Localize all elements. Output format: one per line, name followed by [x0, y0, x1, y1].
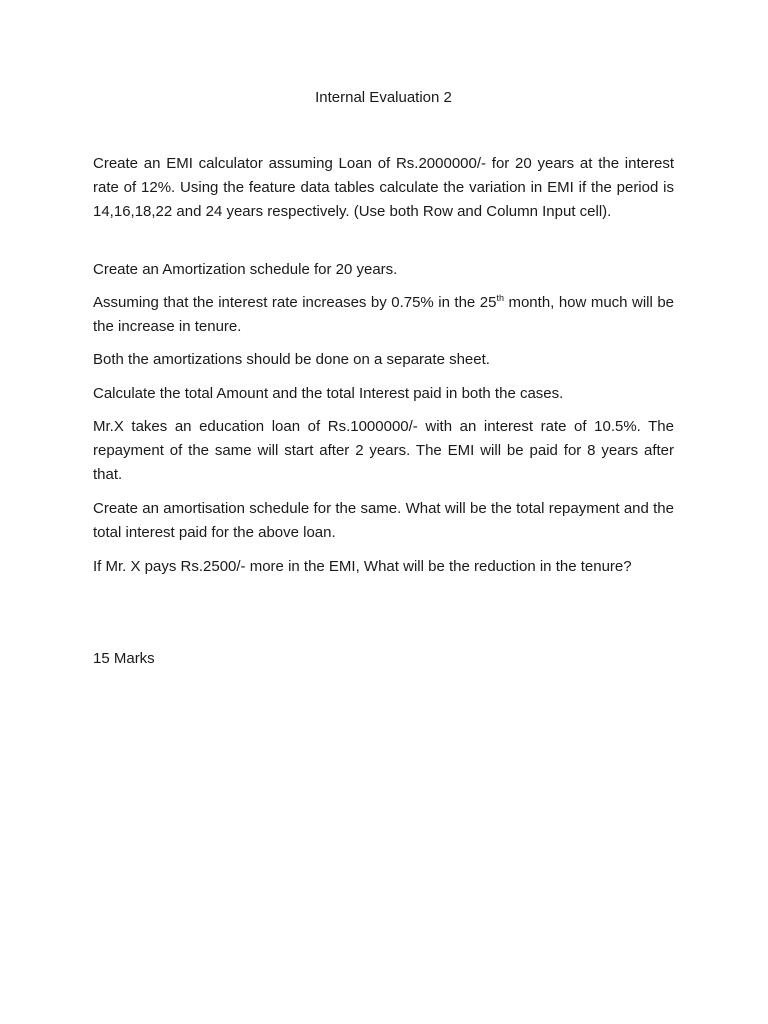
paragraph-education-loan: Mr.X takes an education loan of Rs.1000000/- with an interest rate of 10.5%. The repayment of the same will start after 2 years. The EMI will be paid for 8 years after that. [93, 418, 674, 483]
document-title: Internal Evaluation 2 [315, 89, 452, 106]
paragraph-interest-increase-end: month, how much will be the increase in tenure. [93, 294, 675, 335]
paragraph-amortisation-total: Create an amortisation schedule for the same. What will be the total repayment and the total interest paid for the above loan. [93, 500, 674, 541]
paragraph-emi-calculator: Create an EMI calculator assuming Loan of Rs.2000000/- for 20 years at the interest rate of 12%. Using the feature data tables calculate the variation in EMI if the period is 14,16,18,22 and 24 years respectively. (Use both Row and Column Input cell). [93, 155, 674, 220]
paragraph-total-amount: Calculate the total Amount and the total Interest paid in both the cases. [93, 385, 564, 402]
paragraph-interest-increase-start: Assuming that the interest rate increases by 0.75% in the 25 [93, 294, 497, 311]
paragraph-separate-sheet: Both the amortizations should be done on a separate sheet. [93, 351, 490, 368]
ordinal-suffix: th [496, 293, 504, 303]
marks-label: 15 Marks [93, 650, 155, 667]
paragraph-interest-increase [93, 291, 674, 339]
paragraph-emi-reduction: If Mr. X pays Rs.2500/- more in the EMI, What will be the reduction in the tenure? [93, 558, 632, 575]
paragraph-amortization-schedule: Create an Amortization schedule for 20 years. [93, 261, 398, 278]
